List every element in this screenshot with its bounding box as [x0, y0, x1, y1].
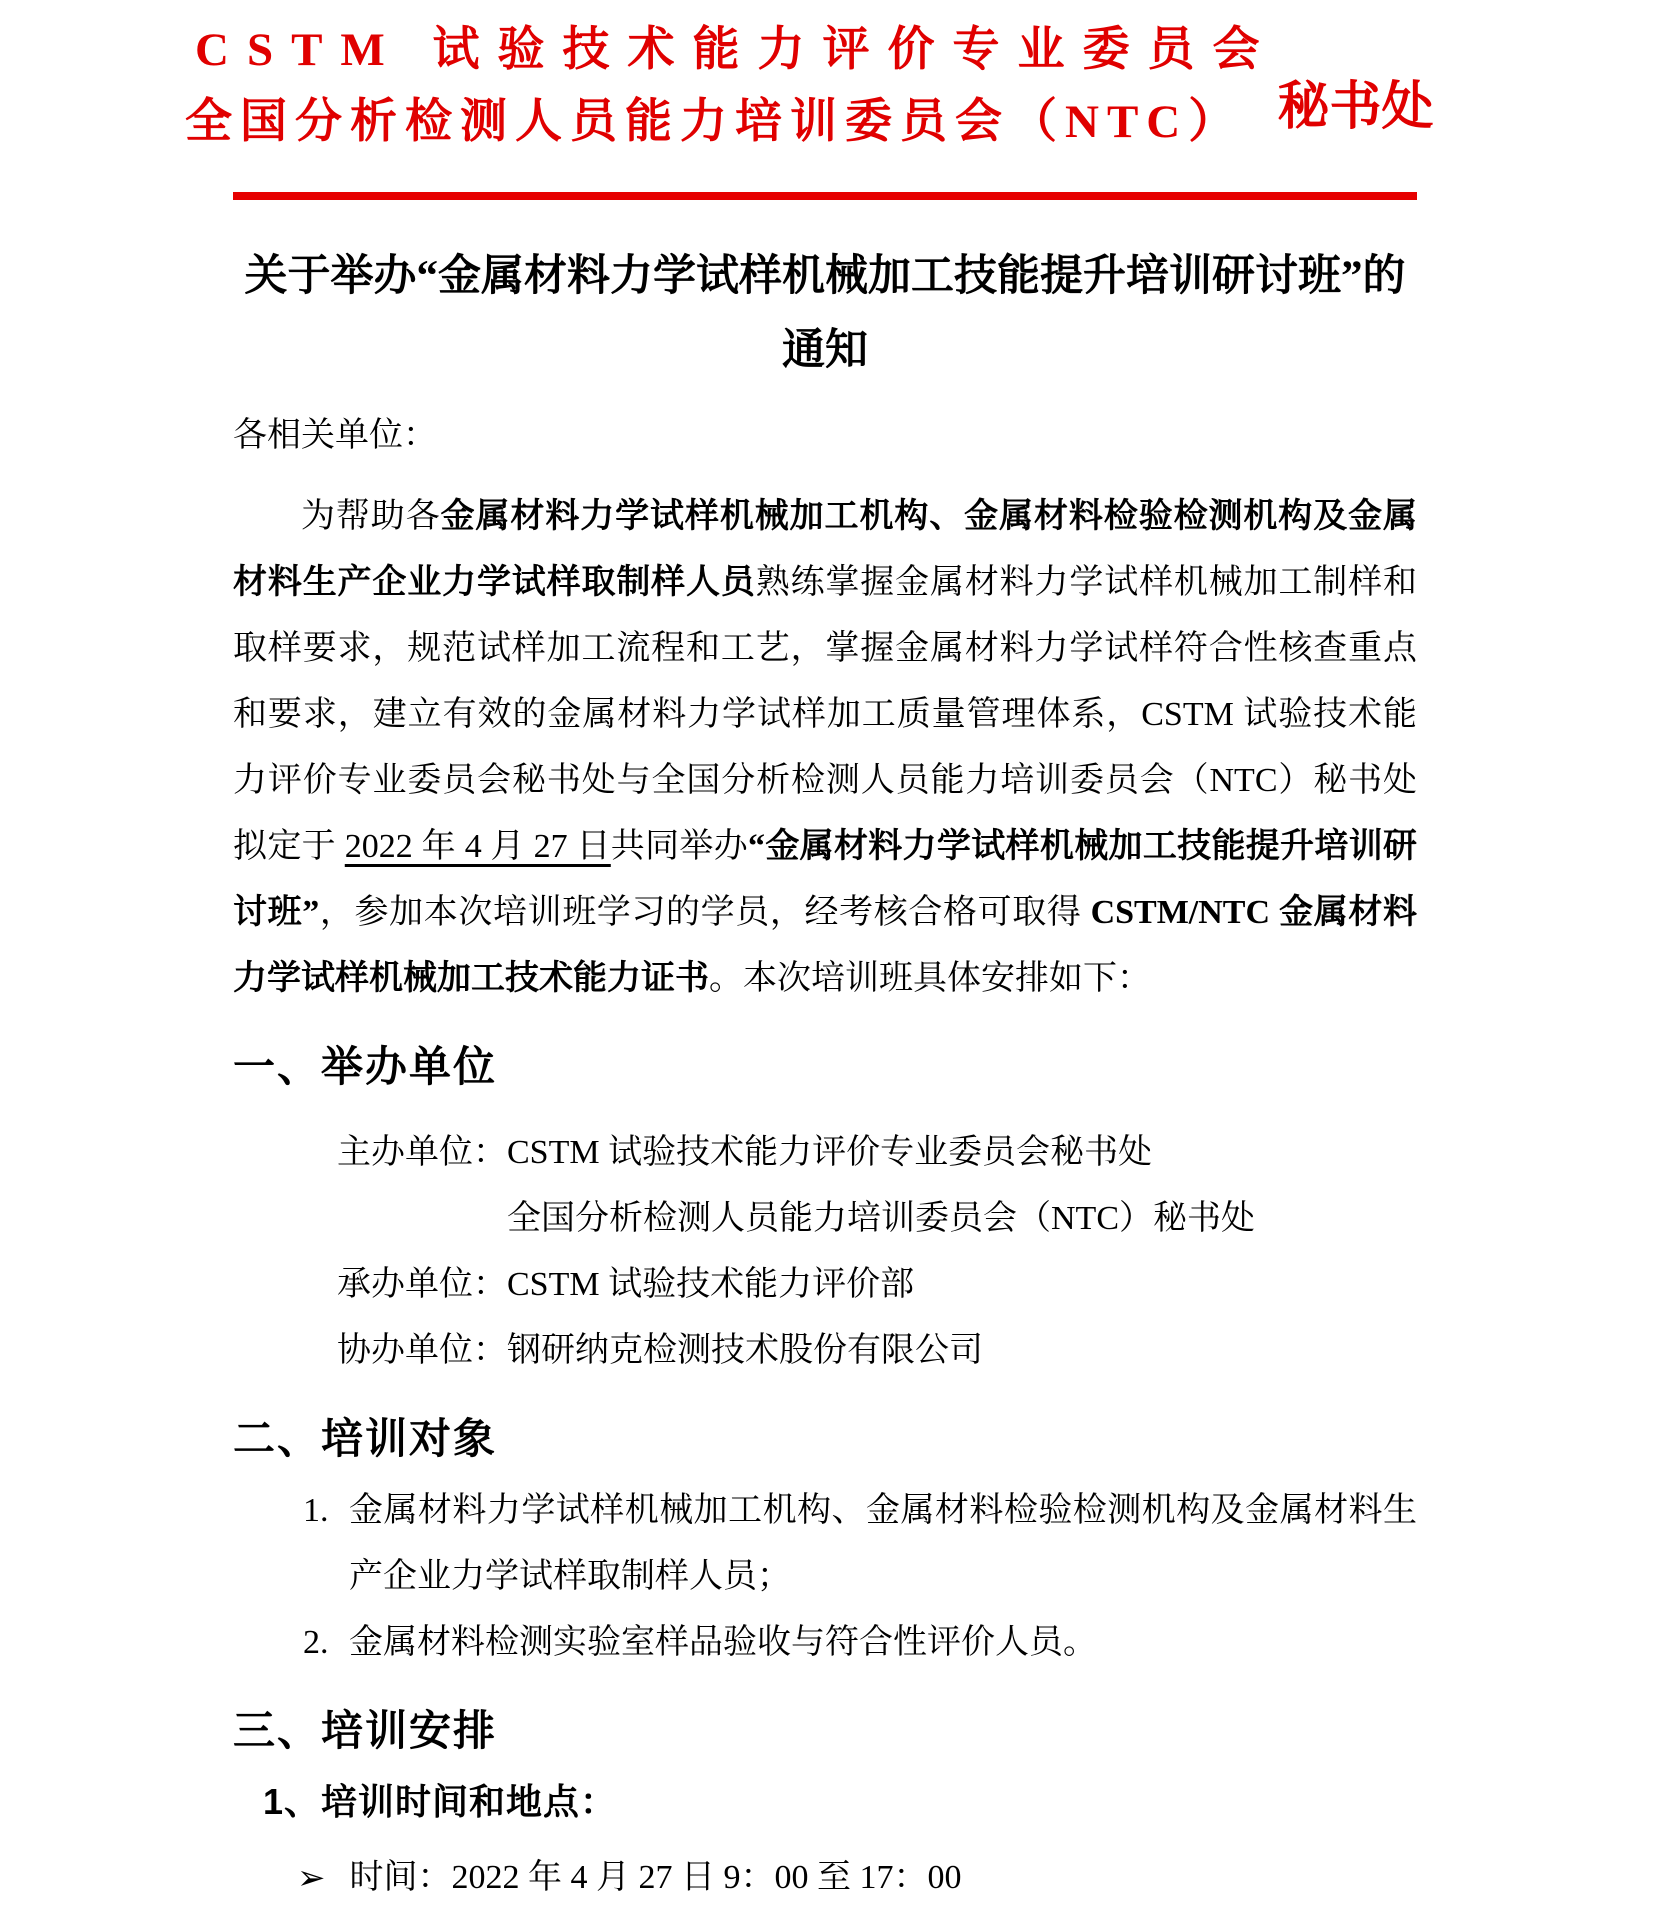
list-item-text: 金属材料力学试样机械加工机构、金属材料检验检测机构及金属材料生产企业力学试样取制样人员；	[349, 1492, 1417, 1595]
list-item-number: 1.	[303, 1492, 329, 1529]
arrow-bullet-icon: ➢	[297, 1858, 326, 1898]
organizer-label-host: 主办单位：	[337, 1134, 507, 1171]
section3-subheading: 1、培训时间和地点：	[263, 1781, 618, 1822]
document-title-line1: 关于举办“金属材料力学试样机械加工技能提升培训研讨班”的	[244, 253, 1406, 300]
section2-heading: 二、培训对象	[233, 1415, 498, 1462]
organizer-row-undertaker	[337, 1252, 1417, 1318]
time-bullet-line	[297, 1852, 1417, 1904]
list-item	[303, 1478, 1417, 1610]
organizer-host-line2: 全国分析检测人员能力培训委员会（NTC）秘书处	[507, 1200, 1255, 1237]
letterhead-divider-rule	[233, 192, 1417, 200]
list-item-text: 金属材料检测实验室样品验收与符合性评价人员。	[349, 1624, 1097, 1661]
letterhead	[185, 14, 1434, 158]
letterhead-org-line2: 全国分析检测人员能力培训委员会（NTC）	[185, 96, 1244, 148]
organizer-list	[233, 1120, 1417, 1384]
intro-paragraph: 为帮助各金属材料力学试样机械加工机构、金属材料检验检测机构及金属材料生产企业力学试样取制样人员熟练掌握金属材料力学试样机械加工制样和取样要求，规范试样加工流程和工艺，掌握金属材料力学试样符合性核查重点和要求，建立有效的金属材料力学试样加工质量管理体系，CSTM 试验技术能力评价专业委员会秘书处与全国分析检测人员能力培训委员会（NTC）秘书处拟定于 2022 年 4 月 27 日共同举办“金属材料力学试样机械加工技能提升培训研讨班”，参加本次培训班学习的学员，经考核合格可取得 CSTM/NTC 金属材料力学试样机械加工技术能力证书。本次培训班具体安排如下：	[233, 498, 1418, 997]
document-title	[233, 240, 1417, 388]
organizer-values-host	[507, 1120, 1417, 1252]
organizer-row-host	[337, 1120, 1417, 1252]
letterhead-org-names	[185, 14, 1278, 158]
organizer-label-undertaker: 承办单位：	[337, 1266, 507, 1303]
organizer-host-line1: CSTM 试验技术能力评价专业委员会秘书处	[507, 1134, 1153, 1171]
section1-heading: 一、举办单位	[233, 1043, 498, 1090]
organizer-row-coorganizer	[337, 1318, 1417, 1384]
organizer-coorganizer-line1: 钢研纳克检测技术股份有限公司	[507, 1332, 983, 1369]
time-bullet-text: 时间：2022 年 4 月 27 日 9：00 至 17：00	[349, 1859, 962, 1896]
section3-heading: 三、培训安排	[233, 1707, 498, 1754]
document-title-line2: 通知	[782, 327, 868, 374]
organizer-undertaker-line1: CSTM 试验技术能力评价部	[507, 1266, 915, 1303]
trainee-list	[233, 1478, 1417, 1676]
list-item	[303, 1610, 1417, 1676]
organizer-label-coorganizer: 协办单位：	[337, 1332, 507, 1369]
letterhead-org-line1: CSTM 试验技术能力评价专业委员会	[195, 24, 1278, 76]
letterhead-secretariat: 秘书处	[1277, 78, 1434, 136]
salutation: 各相关单位：	[233, 417, 437, 454]
list-item-number: 2.	[303, 1624, 329, 1661]
